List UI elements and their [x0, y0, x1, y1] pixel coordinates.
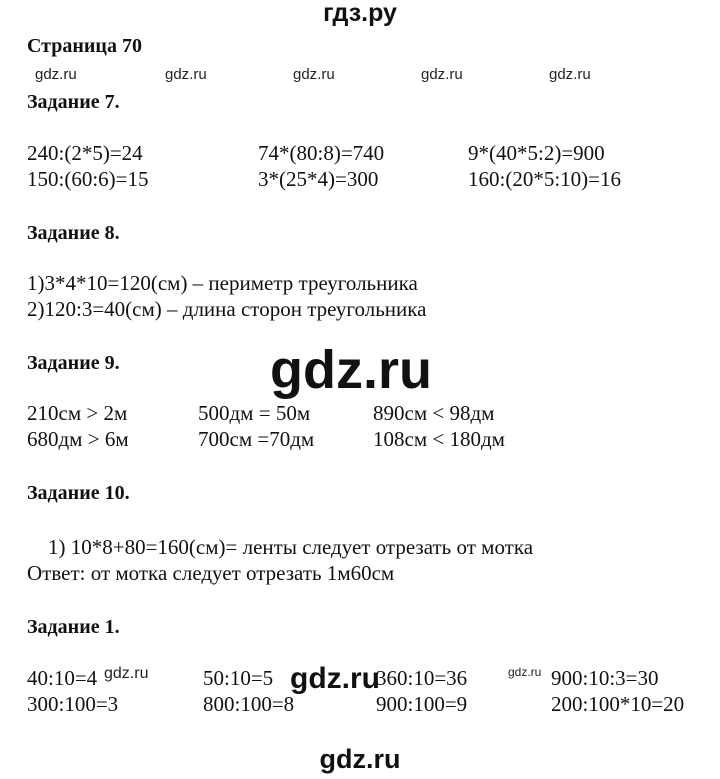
- task8-line: 1)3*4*10=120(см) – периметр треугольника: [27, 271, 418, 295]
- page-title: Страница 70: [27, 35, 142, 57]
- watermark: gdz.ru: [549, 66, 591, 83]
- watermark: gdz.ru: [104, 665, 149, 682]
- task8-title: Задание 8.: [27, 222, 120, 244]
- watermark: gdz.ru: [165, 66, 207, 83]
- watermark-footer: gdz.ru: [319, 744, 401, 774]
- task9-title: Задание 9.: [27, 352, 120, 374]
- task7-cell: 150:(60:6)=15: [27, 167, 149, 191]
- task1-cell: 300:100=3: [27, 692, 119, 716]
- task1-cell: 40:10=4: [27, 666, 98, 690]
- task1-cell: 800:100=8: [203, 692, 295, 716]
- task8-line: 2)120:3=40(см) – длина сторон треугольника: [27, 297, 427, 321]
- watermark: gdz.ru: [293, 66, 335, 83]
- task9-cell: 700см =70дм: [198, 427, 315, 451]
- task9-cell: 210см > 2м: [27, 401, 128, 425]
- watermark-medium: gdz.ru: [290, 662, 380, 695]
- task1-cell: 900:10:3=30: [551, 666, 659, 690]
- task7-title: Задание 7.: [27, 91, 120, 113]
- task7-cell: 74*(80:8)=740: [258, 141, 385, 165]
- task10-line: 1) 10*8+80=160(см)= ленты следует отрезать от мотка: [48, 535, 534, 559]
- task7-cell: 3*(25*4)=300: [258, 167, 379, 191]
- task7-cell: 240:(2*5)=24: [27, 141, 143, 165]
- task1-cell: 360:10=36: [376, 666, 468, 690]
- watermark: gdz.ru: [35, 66, 77, 83]
- task10-title: Задание 10.: [27, 482, 130, 504]
- site-header: гдз.ру: [323, 0, 397, 27]
- task9-cell: 680дм > 6м: [27, 427, 129, 451]
- task1-cell: 900:100=9: [376, 692, 468, 716]
- task1-cell: 50:10=5: [203, 666, 274, 690]
- task1-cell: 200:100*10=20: [551, 692, 685, 716]
- watermark: gdz.ru: [508, 665, 542, 679]
- task9-cell: 108см < 180дм: [373, 427, 505, 451]
- task10-line: Ответ: от мотка следует отрезать 1м60см: [27, 561, 395, 585]
- task7-cell: 9*(40*5:2)=900: [468, 141, 605, 165]
- task9-cell: 890см < 98дм: [373, 401, 495, 425]
- watermark-large: gdz.ru: [270, 340, 432, 400]
- task9-cell: 500дм = 50м: [198, 401, 311, 425]
- task7-cell: 160:(20*5:10)=16: [468, 167, 621, 191]
- task1-title: Задание 1.: [27, 616, 120, 638]
- watermark: gdz.ru: [421, 66, 463, 83]
